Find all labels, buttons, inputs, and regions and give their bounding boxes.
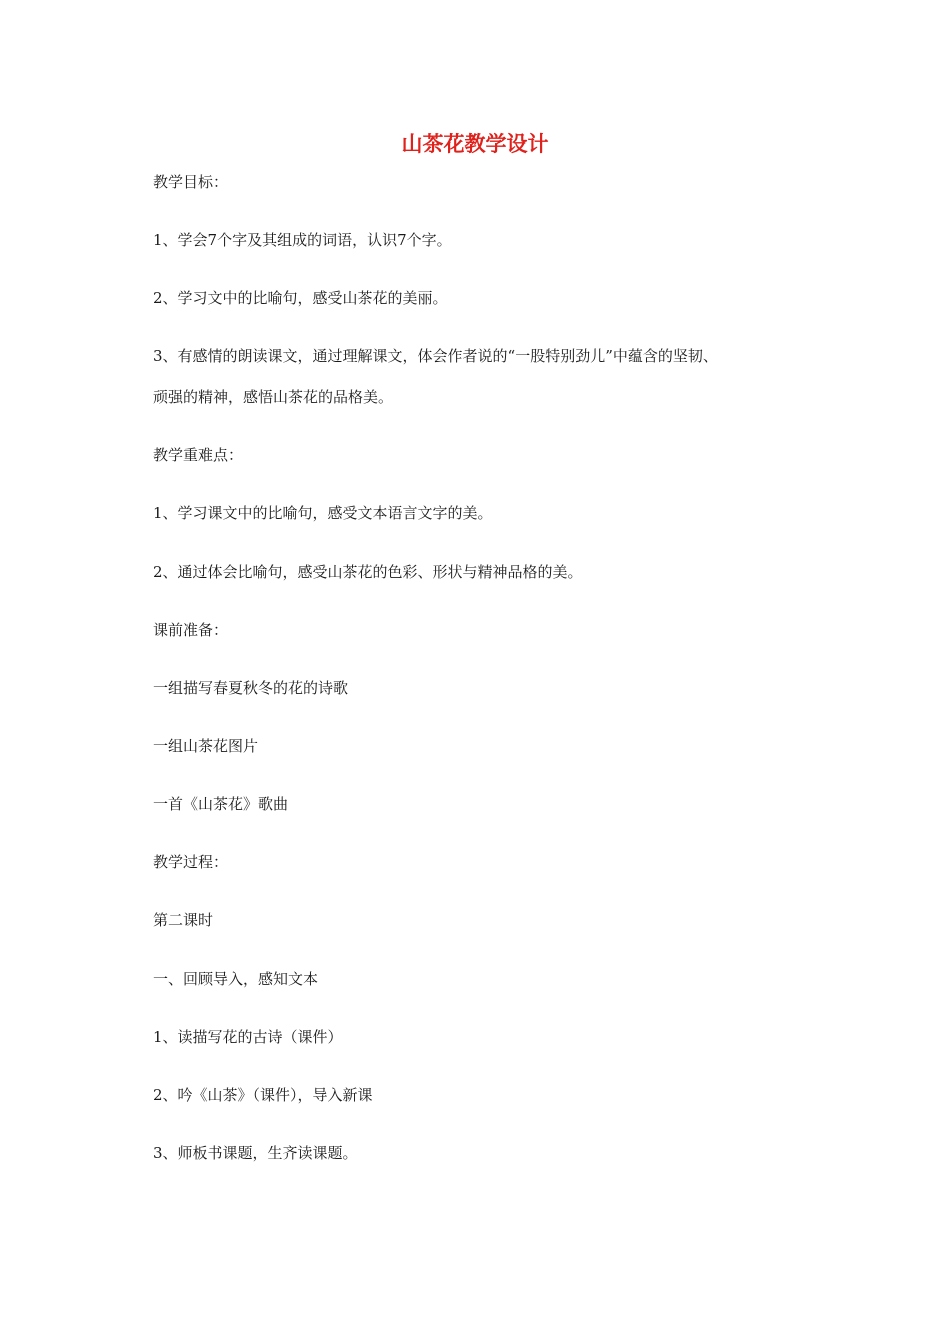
goal-item-2: 2、学习文中的比喻句，感受山茶花的美丽。 [153, 289, 448, 307]
key-point-item-2: 2、通过体会比喻句，感受山茶花的色彩、形状与精神品格的美。 [153, 563, 583, 581]
key-point-item-1: 1、学习课文中的比喻句，感受文本语言文字的美。 [153, 504, 493, 522]
preparation-heading: 课前准备： [153, 621, 229, 639]
section-heading-1: 一、回顾导入，感知文本 [153, 970, 319, 988]
preparation-item-1: 一组描写春夏秋冬的花的诗歌 [153, 679, 349, 697]
document-title: 山茶花教学设计 [401, 131, 549, 156]
preparation-item-3: 一首《山茶花》歌曲 [153, 795, 289, 813]
preparation-item-2: 一组山茶花图片 [153, 737, 259, 755]
step-item-2: 2、吟《山茶》（课件），导入新课 [153, 1086, 373, 1104]
step-item-3: 3、师板书课题，生齐读课题。 [153, 1144, 358, 1162]
goal-item-1: 1、学会7个字及其组成的词语，认识7个字。 [153, 231, 452, 249]
key-points-heading: 教学重难点： [153, 446, 244, 464]
goals-heading: 教学目标： [153, 173, 229, 191]
process-heading: 教学过程： [153, 853, 229, 871]
step-item-1: 1、读描写花的古诗（课件） [153, 1028, 343, 1046]
goal-item-3-line-1: 3、有感情的朗读课文，通过理解课文，体会作者说的“一股特别劲儿”中蕴含的坚韧、 [153, 347, 718, 365]
lesson-label: 第二课时 [153, 911, 214, 929]
goal-item-3-line-2: 顽强的精神，感悟山茶花的品格美。 [153, 388, 394, 406]
